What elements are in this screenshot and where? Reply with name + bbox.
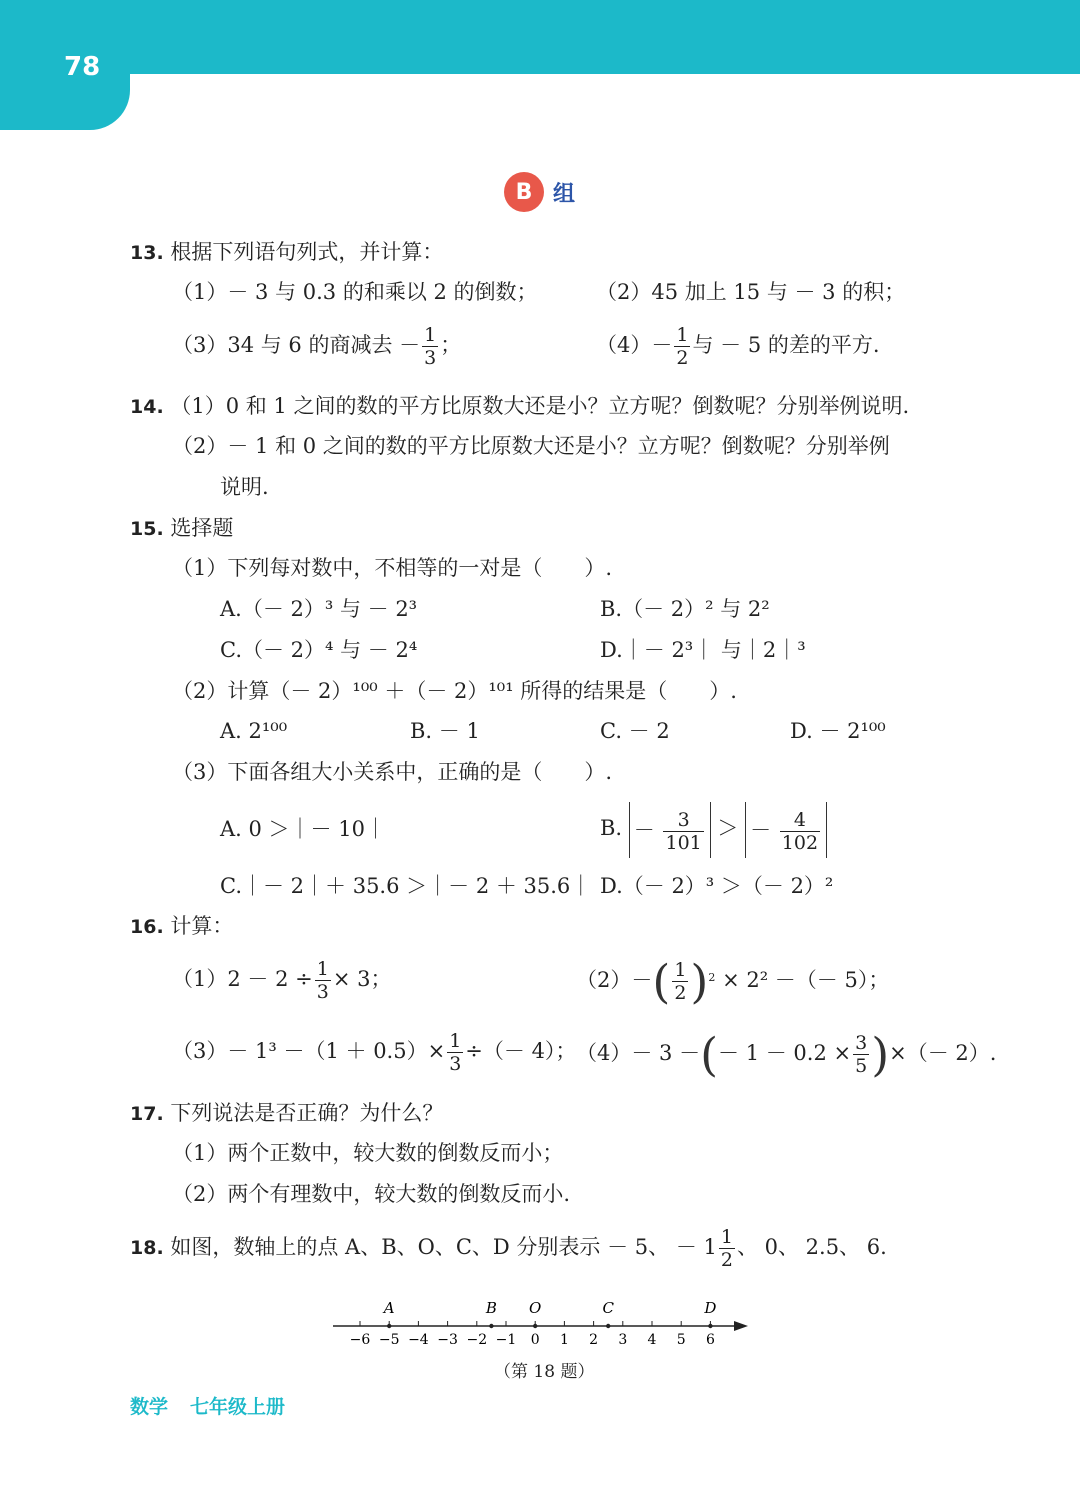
number-line-point-label: B [485, 1299, 497, 1317]
footer [130, 1392, 307, 1419]
number-line [330, 1295, 754, 1355]
q17-part2: （2）两个有理数中，较大数的倒数反而小. [172, 1182, 571, 1206]
q15-sub2-option-d: D. － 2¹⁰⁰ [790, 719, 886, 743]
q17-part1: （1）两个正数中，较大数的倒数反而小； [172, 1141, 564, 1165]
number-line-arrow [734, 1321, 748, 1331]
q15-stem: 15. 选择题 [130, 516, 234, 540]
number-line-tick-label: 0 [530, 1332, 540, 1348]
number-line-tick-label: −6 [349, 1332, 371, 1348]
fraction: $\frac{1}{3}$ [449, 1030, 462, 1075]
number-line-point [708, 1324, 712, 1328]
q15-sub3-option-d: D.（－ 2）³ ＞（－ 2）² [600, 874, 834, 898]
q13-part1: （1）－ 3 与 0.3 的和乘以 2 的倒数； [172, 280, 538, 304]
number-line-point-label: O [529, 1299, 542, 1317]
number-line-tick-label: −1 [495, 1332, 517, 1348]
q15-number: 15. [130, 518, 164, 540]
figure-caption: （第 18 题） [494, 1362, 595, 1382]
q13-part4: （4）－ $\frac{1}{2}$ 与 － 5 的差的平方. [596, 324, 880, 369]
q15-sub3: （3）下面各组大小关系中，正确的是（ ）. [172, 760, 613, 784]
q15-sub3-option-a: A. 0 ＞｜－ 10｜ [220, 817, 386, 841]
q15-sub2-option-c: C. － 2 [600, 719, 670, 743]
q14-part1: 14. （1）0 和 1 之间的数的平方比原数大还是小？立方呢？倒数呢？分别举例说明. [130, 394, 910, 418]
number-line-tick-label: −2 [466, 1332, 488, 1348]
number-line-tick-label: 2 [589, 1332, 599, 1348]
q13-number: 13. [130, 242, 164, 264]
group-label: 组 [553, 181, 576, 207]
number-line-tick-label: 4 [647, 1332, 657, 1348]
number-line-point [489, 1324, 493, 1328]
page-number: 78 [64, 52, 101, 82]
q15-sub2: （2）计算（－ 2）¹⁰⁰ ＋（－ 2）¹⁰¹ 所得的结果是（ ）. [172, 679, 737, 703]
q15-sub1: （1）下列每对数中，不相等的一对是（ ）. [172, 556, 613, 580]
q18-stem: 18. 如图，数轴上的点 A、B、O、C、D 分别表示 － 5、 － 1 $\frac{1}{2}$ 、 0、 2.5、 6. [130, 1226, 887, 1271]
q13-part3: （3）34 与 6 的商减去 － $\frac{1}{3}$ ； [172, 324, 462, 369]
number-line-tick-label: −5 [378, 1332, 400, 1348]
group-badge: B [504, 172, 544, 212]
number-line-point-label: A [383, 1299, 395, 1317]
q16-expr1: （1）2 － 2 ÷ $\frac{1}{3}$ × 3； [172, 958, 392, 1003]
footer-subject: 数学 [130, 1396, 169, 1418]
number-line-point-label: D [704, 1299, 717, 1317]
q16-number: 16. [130, 916, 164, 938]
q17-stem: 17. 下列说法是否正确？为什么？ [130, 1101, 444, 1125]
q16-expr2: （2）－( $\frac{1}{2}$ )$^2$ × 2² －（－ 5）； [576, 954, 890, 1009]
q16-stem: 16. 计算： [130, 914, 234, 938]
q18-number: 18. [130, 1237, 164, 1259]
q14-number: 14. [130, 396, 164, 418]
header-band [0, 0, 1080, 74]
q13-part2: （2）45 加上 15 与 － 3 的积； [596, 280, 906, 304]
q15-sub1-option-d: D.｜－ 2³｜ 与｜2｜³ [600, 638, 806, 662]
number-line-point-label: C [602, 1299, 614, 1317]
number-line-tick-label: −3 [437, 1332, 458, 1348]
number-line-point [387, 1324, 391, 1328]
absolute-value: － $\frac{4}{102}$ [745, 802, 827, 858]
number-line-point [606, 1324, 610, 1328]
q14-part2-cont: 说明. [220, 475, 269, 499]
q15-sub1-option-c: C.（－ 2）⁴ 与 － 2⁴ [220, 638, 418, 662]
q13-text: 根据下列语句列式，并计算： [170, 240, 444, 264]
fraction: $\frac{1}{3}$ [316, 958, 329, 1003]
q15-sub1-option-b: B.（－ 2）² 与 2² [600, 597, 770, 621]
fraction: $\frac{1}{2}$ [674, 959, 687, 1004]
q15-sub2-option-a: A. 2¹⁰⁰ [220, 719, 288, 743]
fraction: $\frac{1}{2}$ [720, 1226, 733, 1271]
q13-stem [130, 238, 443, 267]
number-line-tick-label: 3 [618, 1332, 628, 1348]
absolute-value: － $\frac{3}{101}$ [629, 802, 711, 858]
group-heading [504, 172, 575, 212]
q15-sub3-option-c: C.｜－ 2｜＋ 35.6 ＞｜－ 2 ＋ 35.6｜ [220, 874, 592, 898]
q16-expr4: （4）－ 3 －(－ 1 － 0.2 × $\frac{3}{5}$ )×（－ 2）. [576, 1027, 997, 1082]
number-line-tick-label: 5 [676, 1332, 686, 1348]
fraction: $\frac{1}{2}$ [676, 324, 689, 369]
fraction: $\frac{1}{3}$ [424, 324, 437, 369]
q15-sub2-option-b: B. － 1 [410, 719, 480, 743]
fraction: $\frac{3}{5}$ [855, 1032, 868, 1077]
number-line-tick-label: 1 [559, 1332, 569, 1348]
q17-number: 17. [130, 1103, 164, 1125]
number-line-tick-label: −4 [408, 1332, 429, 1348]
footer-grade: 七年级上册 [190, 1396, 286, 1418]
number-line-tick-label: 6 [705, 1332, 715, 1348]
q16-expr3: （3）－ 1³ －（1 ＋ 0.5）× $\frac{1}{3}$ ÷（－ 4）； [172, 1030, 577, 1075]
number-line-point [533, 1324, 537, 1328]
q14-part2: （2）－ 1 和 0 之间的数的平方比原数大还是小？立方呢？倒数呢？分别举例 [172, 434, 890, 458]
q15-sub1-option-a: A.（－ 2）³ 与 － 2³ [220, 597, 418, 621]
q15-sub3-option-b: B. － $\frac{3}{101}$ ＞ － $\frac{4}{102}$ [600, 800, 827, 858]
